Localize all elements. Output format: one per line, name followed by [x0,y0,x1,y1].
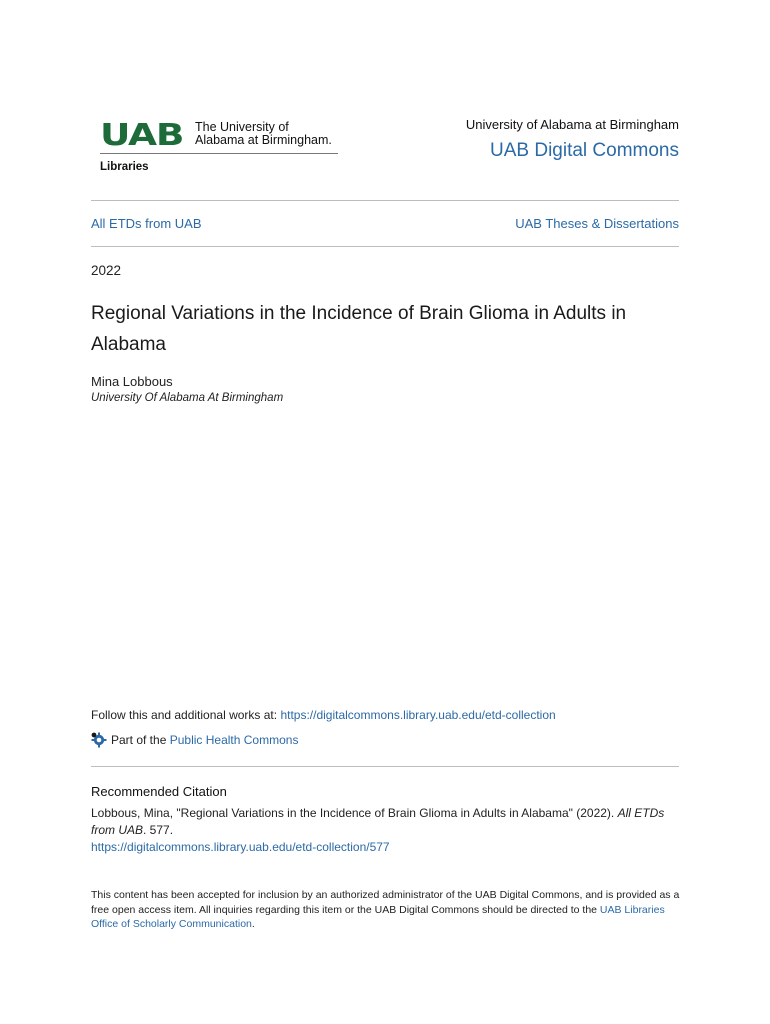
divider-nav [91,246,679,247]
author-affiliation: University Of Alabama At Birmingham [91,392,284,404]
citation-text: Lobbous, Mina, "Regional Variations in the Incidence of Brain Glioma in Adults in Alabama" (2022). [91,806,618,820]
citation-heading: Recommended Citation [91,784,227,799]
divider-citation [91,766,679,767]
divider-top [91,200,679,201]
uab-libraries-logo [100,119,350,179]
theses-dissertations-link[interactable]: UAB Theses & Dissertations [515,216,679,231]
logo-divider [100,153,338,154]
document-title: Regional Variations in the Incidence of Brain Glioma in Adults in Alabama [91,303,627,355]
follow-line [91,708,556,722]
citation-body [91,805,681,856]
notice-suffix: . [251,918,255,930]
author-name: Mina Lobbous [91,374,173,389]
access-notice [91,888,681,932]
publication-year: 2022 [91,263,122,278]
citation-url-link[interactable]: https://digitalcommons.library.uab.edu/etd-collection/577 [91,840,390,854]
scholarly-communication-link[interactable]: UAB Libraries Office of Scholarly Communication [91,903,665,930]
network-gear-icon [91,732,107,748]
logo-mark: UAB [100,118,184,153]
part-of-prefix: Part of the [111,733,167,747]
part-of-line [91,732,298,748]
logo-university-line2: Alabama at Birmingham. [195,133,332,147]
citation-series: All ETDs from UAB [91,806,665,837]
repository-link[interactable]: UAB Digital Commons [490,140,679,161]
follow-prefix: Follow this and additional works at: [91,708,281,722]
notice-text: This content has been accepted for inclusion by an authorized administrator of the UAB Digital Commons, and is provided as a free open access item. All inquiries regarding this item or the UAB Digital Commons should be directed to the [91,889,680,916]
public-health-commons-link[interactable]: Public Health Commons [169,733,299,747]
logo-university-line1: The University of [195,120,289,134]
all-etds-link[interactable]: All ETDs from UAB [91,216,202,231]
institution-name: University of Alabama at Birmingham [465,117,679,132]
collection-url-link[interactable]: https://digitalcommons.library.uab.edu/etd-collection [280,708,556,722]
logo-libraries: Libraries [100,161,149,173]
citation-number: . 577. [143,823,174,837]
